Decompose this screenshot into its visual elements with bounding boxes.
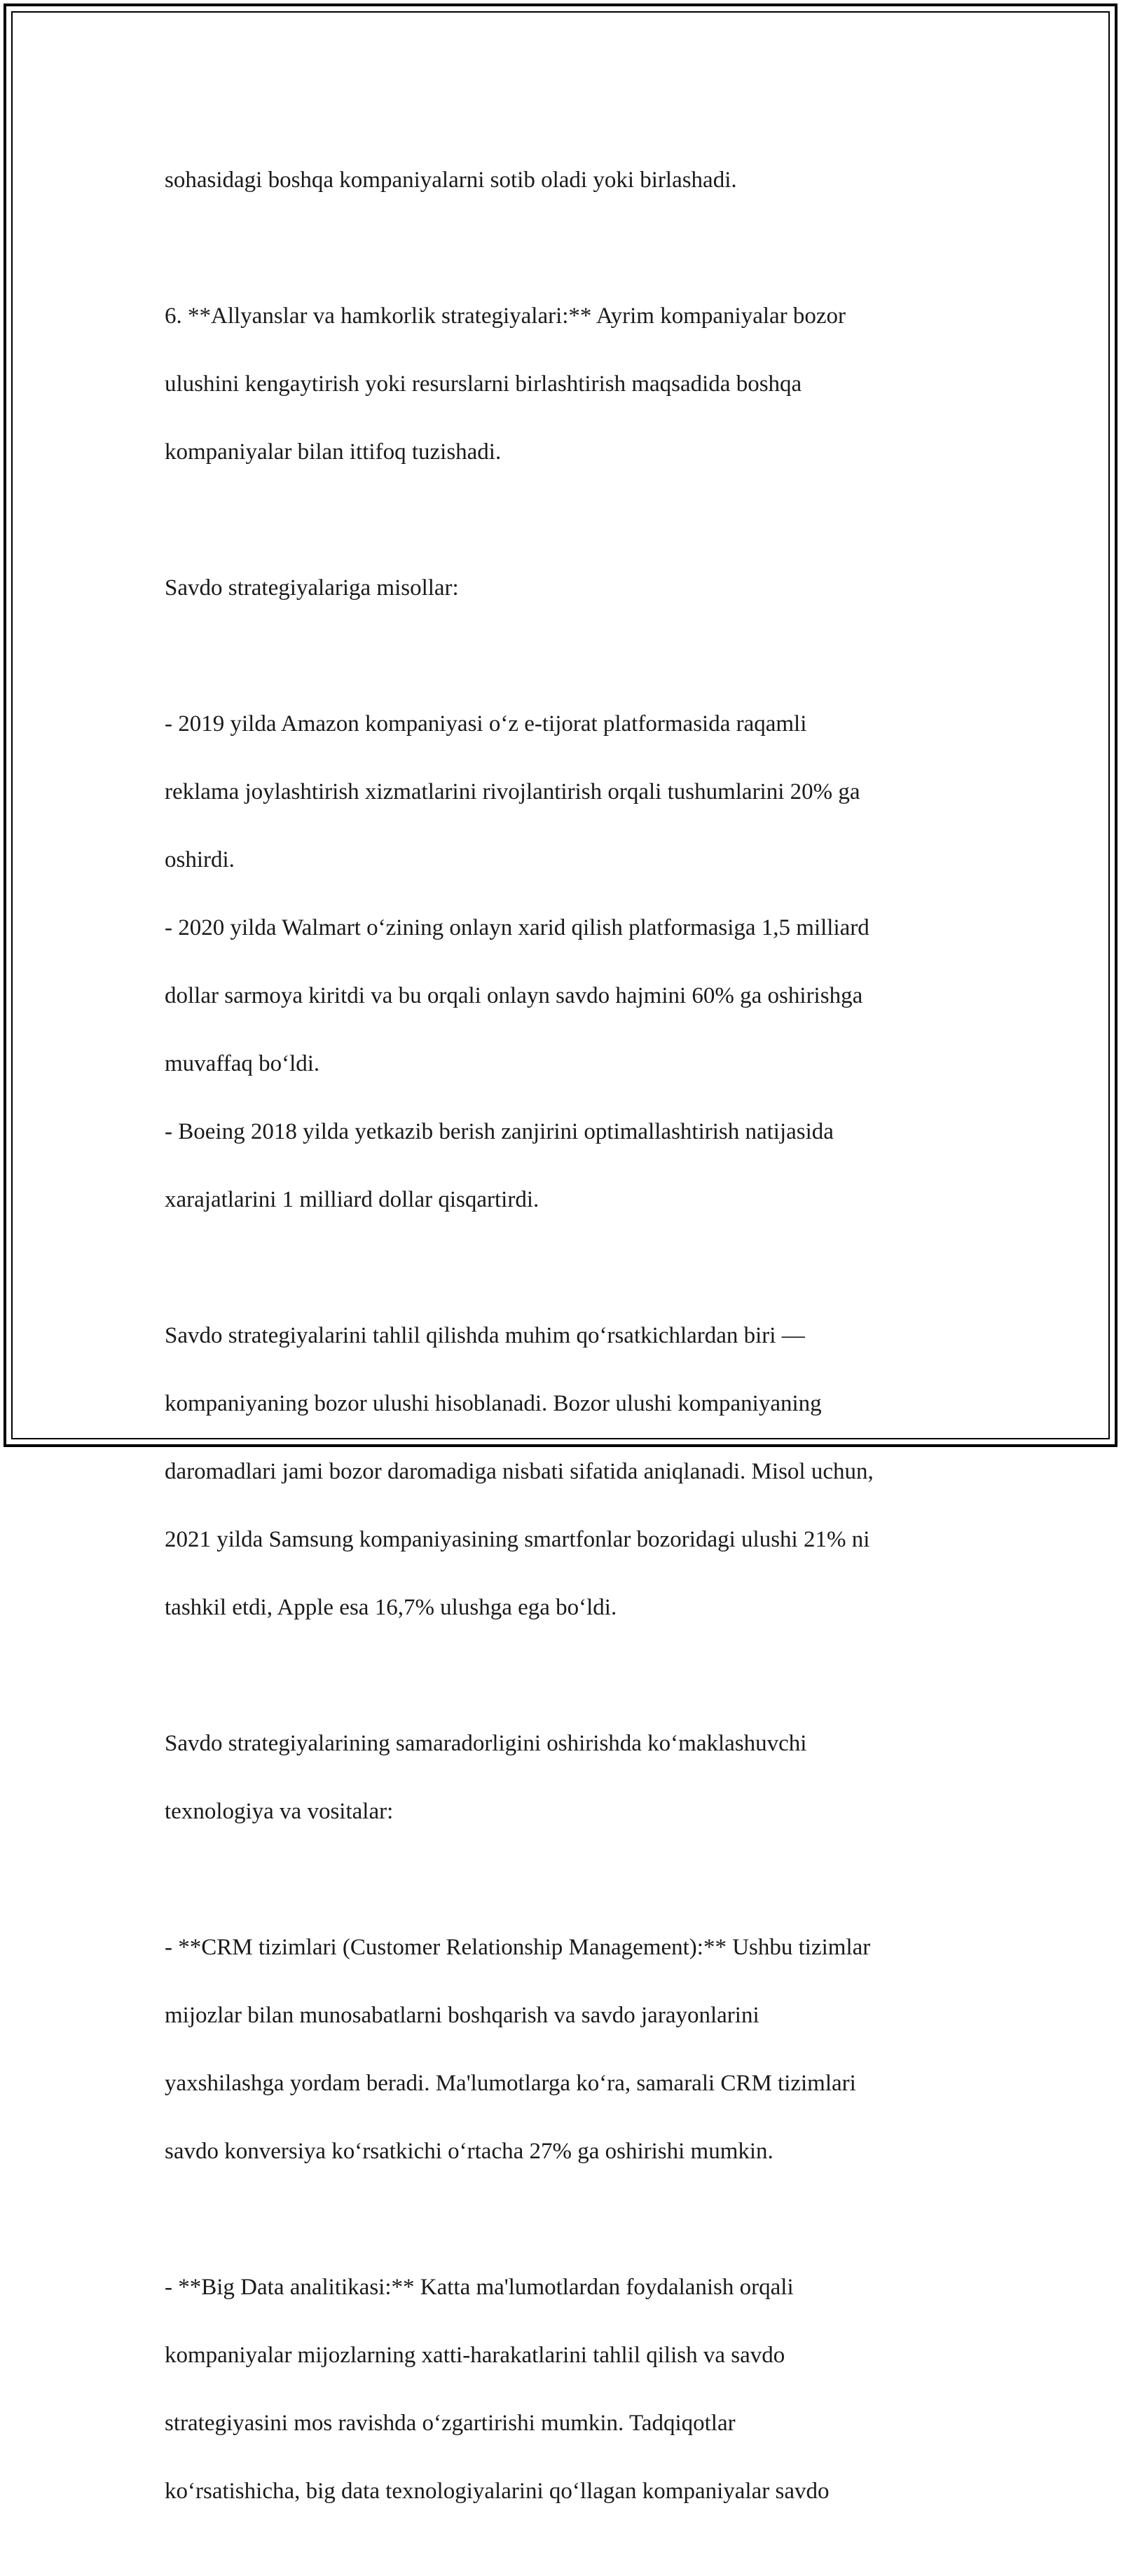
text-line: - 2020 yilda Walmart o‘zining onlayn xarid qilish platformasiga 1,5 milliard [165, 914, 869, 940]
paragraph-crm [165, 1896, 984, 2202]
text-line: dollar sarmoya kiritdi va bu orqali onlayn savdo hajmini 60% ga oshirishga [165, 982, 863, 1008]
heading-examples [165, 537, 984, 639]
text-line: Savdo strategiyalarining samaradorligini oshirishda ko‘maklashuvchi [165, 1730, 807, 1756]
text-line: sohasidagi boshqa kompaniyalarni sotib oladi yoki birlashadi. [165, 167, 737, 193]
paragraph-alliances [165, 265, 984, 503]
text-line: texnologiya va vositalar: [165, 1798, 394, 1824]
text-line: kompaniyalar bilan ittifoq tuzishadi. [165, 439, 502, 465]
paragraph-big-data [165, 2236, 984, 2542]
text-line: 2021 yilda Samsung kompaniyasining smartfonlar bozoridagi ulushi 21% ni [165, 1526, 870, 1552]
text-line: kompaniyalar mijozlarning xatti-harakatlarini tahlil qilish va savdo [165, 2342, 785, 2368]
text-line: - **Big Data analitikasi:** Katta ma'lumotlardan foydalanish orqali [165, 2274, 794, 2300]
text-line: 6. **Allyanslar va hamkorlik strategiyalari:** Ayrim kompaniyalar bozor [165, 303, 846, 329]
text-line: - 2019 yilda Amazon kompaniyasi o‘z e-tijorat platformasida raqamli [165, 711, 807, 737]
text-line: mijozlar bilan munosabatlarni boshqarish va savdo jarayonlarini [165, 2002, 759, 2028]
text-line: savdo konversiya ko‘rsatkichi o‘rtacha 27% ga oshirishi mumkin. [165, 2138, 773, 2164]
text-line: strategiyasini mos ravishda o‘zgartirishi mumkin. Tadqiqotlar [165, 2410, 736, 2436]
text-line: daromadlari jami bozor daromadiga nisbati sifatida aniqlanadi. Misol uchun, [165, 1458, 874, 1484]
text-line: ulushini kengaytirish yoki resurslarni birlashtirish maqsadida boshqa [165, 371, 802, 397]
heading-technologies [165, 1692, 984, 1863]
text-line: Savdo strategiyalariga misollar: [165, 575, 459, 601]
list-examples [165, 673, 984, 1251]
text-line: Savdo strategiyalarini tahlil qilishda muhim qo‘rsatkichlardan biri — [165, 1322, 805, 1348]
document-body [165, 129, 984, 2576]
text-line: - Boeing 2018 yilda yetkazib berish zanjirini optimallashtirish natijasida [165, 1118, 834, 1144]
text-line: reklama joylashtirish xizmatlarini rivojlantirish orqali tushumlarini 20% ga [165, 779, 860, 804]
paragraph-market-share [165, 1284, 984, 1659]
text-line: yaxshilashga yordam beradi. Ma'lumotlarga ko‘ra, samarali CRM tizimlari [165, 2070, 856, 2096]
text-line: tashkil etdi, Apple esa 16,7% ulushga ega bo‘ldi. [165, 1594, 617, 1620]
text-line: kompaniyaning bozor ulushi hisoblanadi. Bozor ulushi kompaniyaning [165, 1390, 822, 1416]
text-line: muvaffaq bo‘ldi. [165, 1050, 320, 1076]
text-line: - **CRM tizimlari (Customer Relationship Management):** Ushbu tizimlar [165, 1934, 871, 1960]
paragraph-acquisitions-tail [165, 129, 984, 231]
text-line: xarajatlarini 1 milliard dollar qisqartirdi. [165, 1186, 539, 1212]
text-line: oshirdi. [165, 847, 235, 872]
text-line: ko‘rsatishicha, big data texnologiyalarini qo‘llagan kompaniyalar savdo [165, 2478, 830, 2504]
